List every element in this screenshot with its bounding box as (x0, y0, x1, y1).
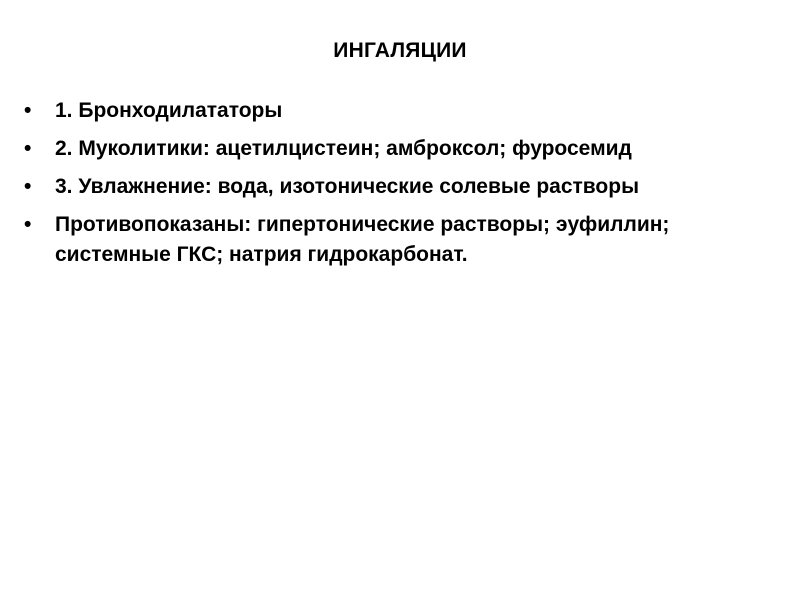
list-item (24, 96, 724, 126)
list-item (24, 210, 724, 270)
slide-title: ИНГАЛЯЦИИ (333, 39, 467, 62)
list-item-text: 2. Муколитики: ацетилцистеин; амброксол; фуросемид (55, 137, 632, 160)
bullet-icon: • (24, 137, 32, 160)
bullet-icon: • (24, 213, 32, 236)
bullet-icon: • (24, 99, 32, 122)
list-item-text: Противопоказаны: гипертонические растворы; эуфиллин; системные ГКС; натрия гидрокарбонат. (55, 213, 670, 266)
bullet-icon: • (24, 175, 32, 198)
bullet-list (24, 96, 724, 278)
list-item-text: 3. Увлажнение: вода, изотонические солевые растворы (55, 175, 640, 198)
list-item (24, 134, 724, 164)
list-item (24, 172, 724, 202)
list-item-text: 1. Бронходилататоры (55, 99, 283, 122)
